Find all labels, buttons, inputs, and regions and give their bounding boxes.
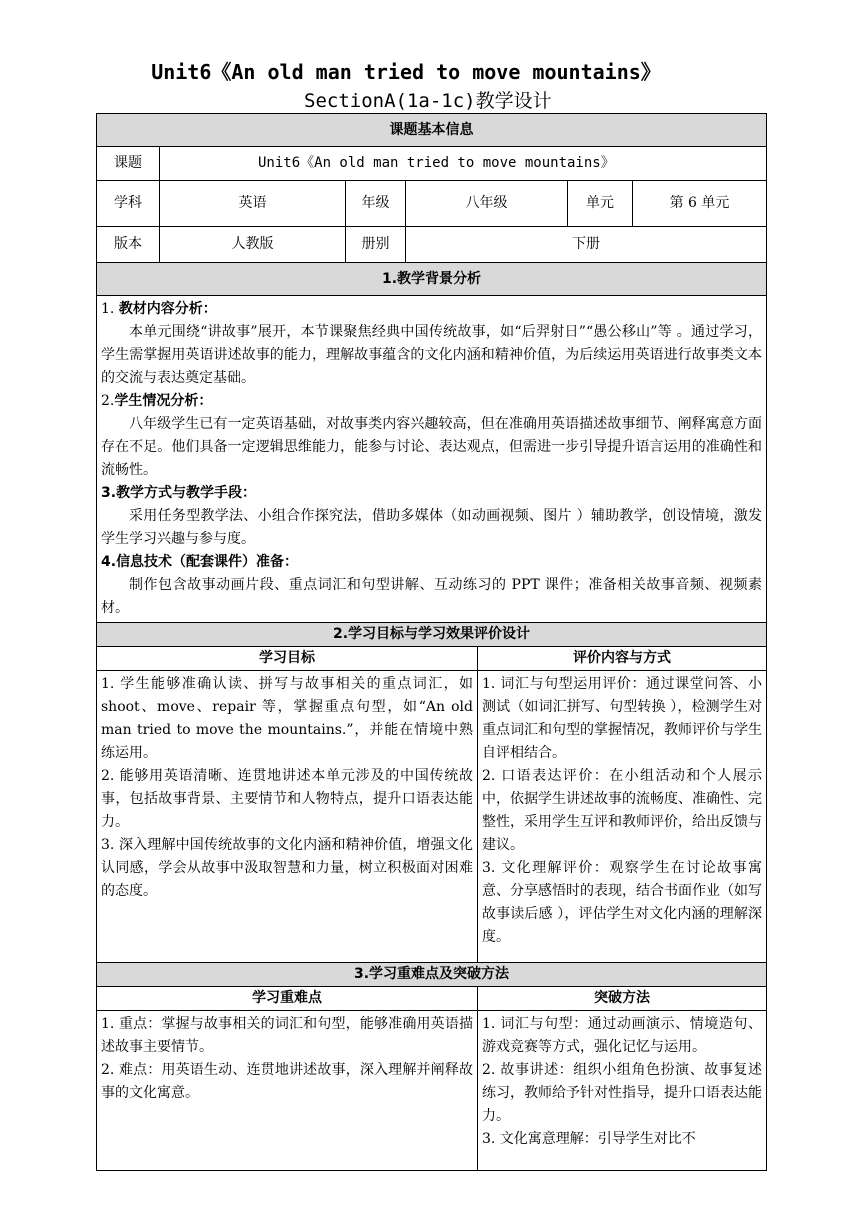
background-item-heading: 1. 教材内容分析： [101,301,217,317]
background-item-heading: 2.学生情况分析： [101,393,213,409]
evaluation-list [478,671,767,963]
edition-label: 版本 [97,227,160,263]
subject-value: 英语 [160,181,346,227]
key-points-column-header: 学习重难点 [97,987,478,1011]
background-item-heading: 3.教学方式与教学手段： [101,485,257,501]
methods-column-header: 突破方法 [478,987,767,1011]
background-item-heading: 4.信息技术（配套课件）准备： [101,554,299,570]
background-item-text: 本单元围绕“讲故事”展开，本节课聚焦经典中国传统故事，如“后羿射日”“愚公移山”等 。通过学习，学生需掌握用英语讲述故事的能力，理解故事蕴含的文化内涵和精神价值，为后续运用英语进行故事类文本的交流与表达奠定基础。 [101,324,762,386]
list-item: 1. 词汇与句型运用评价：通过课堂问答、小测试（如词汇拼写、句型转换 ），检测学生对重点词汇和句型的掌握情况，教师评价与学生自评相结合。 [482,676,762,761]
background-item-text: 八年级学生已有一定英语基础，对故事类内容兴趣较高，但在准确用英语描述故事细节、阐释寓意方面存在不足。他们具备一定逻辑思维能力，能参与讨论、表达观点，但需进一步引导提升语言运用的准确性和流畅性。 [101,416,762,478]
document-subtitle: SectionA(1a-1c)教学设计 [304,90,552,112]
volume-label: 册别 [346,227,406,263]
list-item: 1. 学生能够准确认读、拼写与故事相关的重点词汇，如 shoot、move、repair 等，掌握重点句型，如“An old man tried to move the mountains.”，并能在情境中熟练运用。 [101,676,473,761]
basic-info-header: 课题基本信息 [97,114,767,147]
list-item: 3. 文化理解评价：观察学生在讨论故事寓意、分享感悟时的表现，结合书面作业（如写故事读后感 ），评估学生对文化内涵的理解深度。 [482,860,762,945]
volume-value: 下册 [406,227,767,263]
subject-label: 学科 [97,181,160,227]
methods-list [478,1011,767,1171]
topic-value: Unit6《An old man tried to move mountains》 [160,147,767,181]
document-title: Unit6《An old man tried to move mountains》 [151,60,661,84]
objectives-column-header: 学习目标 [97,647,478,671]
lesson-plan-table [96,113,767,1171]
grade-label: 年级 [346,181,406,227]
background-analysis-content [97,296,767,623]
list-item: 1. 重点：掌握与故事相关的词汇和句型，能够准确用英语描述故事主要情节。 [101,1016,473,1055]
list-item: 2. 难点：用英语生动、连贯地讲述故事，深入理解并阐释故事的文化寓意。 [101,1062,473,1101]
unit-value: 第 6 单元 [633,181,767,227]
background-analysis-header: 1.教学背景分析 [97,263,767,296]
unit-label: 单元 [568,181,633,227]
background-item-text: 制作包含故事动画片段、重点词汇和句型讲解、互动练习的 PPT 课件；准备相关故事音频、视频素材。 [101,577,762,616]
edition-value: 人教版 [160,227,346,263]
evaluation-column-header: 评价内容与方式 [478,647,767,671]
key-difficult-points-header: 3.学习重难点及突破方法 [97,963,767,987]
list-item: 2. 能够用英语清晰、连贯地讲述本单元涉及的中国传统故事，包括故事背景、主要情节和人物特点，提升口语表达能力。 [101,768,473,830]
background-item-text: 采用任务型教学法、小组合作探究法，借助多媒体（如动画视频、图片 ）辅助教学，创设情境，激发学生学习兴趣与参与度。 [101,508,762,547]
topic-label: 课题 [97,147,160,181]
objectives-list [97,671,478,963]
list-item: 1. 词汇与句型：通过动画演示、情境造句、游戏竞赛等方式，强化记忆与运用。 [482,1016,762,1055]
list-item: 3. 文化寓意理解：引导学生对比不 [482,1131,696,1147]
key-points-list [97,1011,478,1171]
list-item: 3. 深入理解中国传统故事的文化内涵和精神价值，增强文化认同感，学会从故事中汲取智慧和力量，树立积极面对困难的态度。 [101,837,473,899]
grade-value: 八年级 [406,181,568,227]
list-item: 2. 故事讲述：组织小组角色扮演、故事复述练习，教师给予针对性指导，提升口语表达能力。 [482,1062,762,1124]
objectives-evaluation-header: 2.学习目标与学习效果评价设计 [97,623,767,647]
list-item: 2. 口语表达评价：在小组活动和个人展示中，依据学生讲述故事的流畅度、准确性、完整性，采用学生互评和教师评价，给出反馈与建议。 [482,768,762,853]
